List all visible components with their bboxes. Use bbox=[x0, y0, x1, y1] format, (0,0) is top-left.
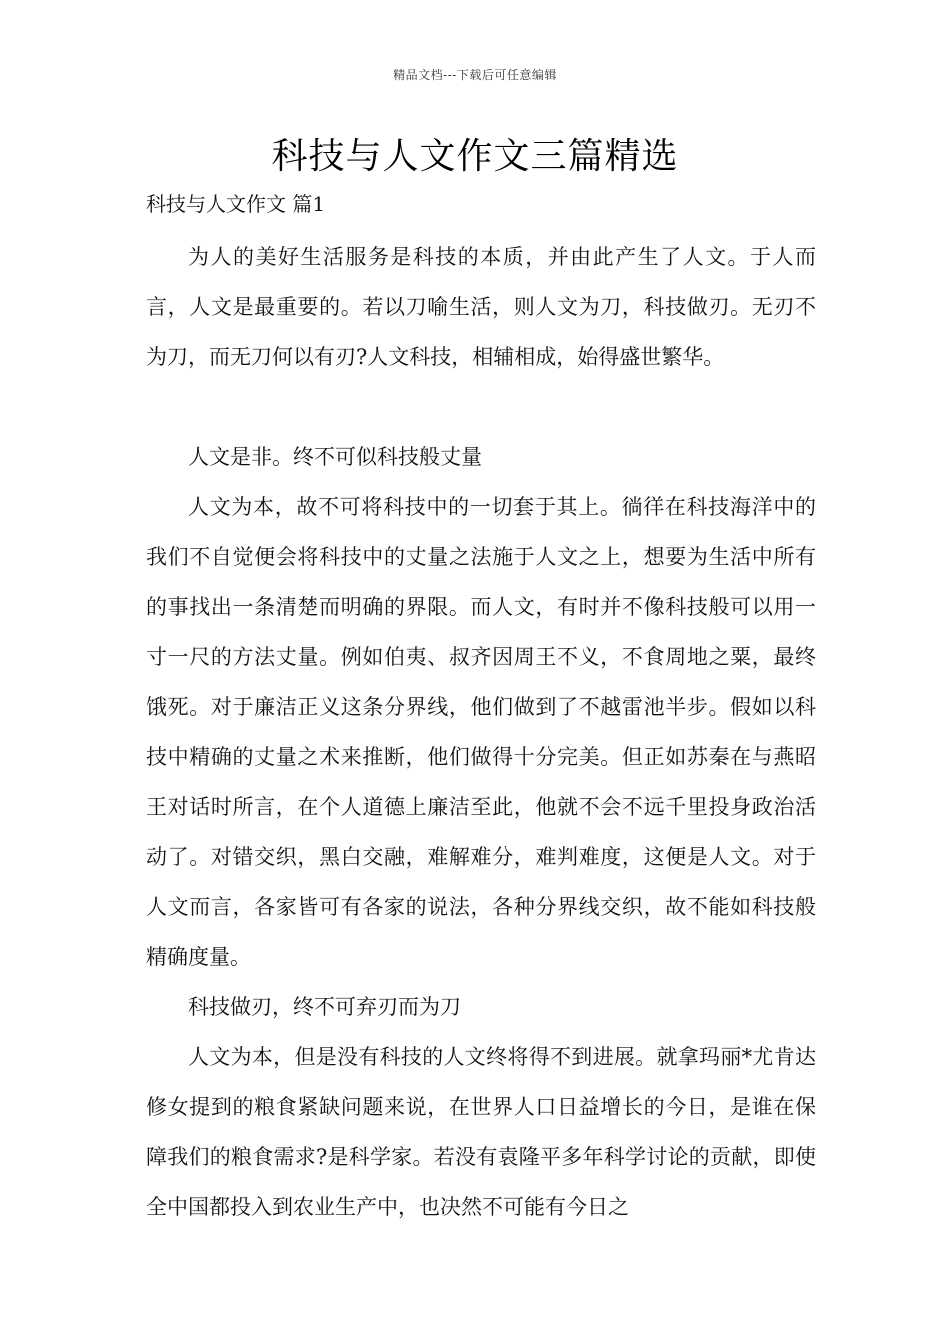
document-body bbox=[146, 232, 816, 1232]
paragraph-intro: 为人的美好生活服务是科技的本质，并由此产生了人文。于人而言，人文是最重要的。若以刀喻生活，则人文为刀，科技做刃。无刃不为刀，而无刀何以有刃?人文科技，相辅相成，始得盛世繁华。 bbox=[146, 245, 816, 369]
paragraph-technology: 人文为本，但是没有科技的人文终将得不到进展。就拿玛丽*尤肯达修女提到的粮食紧缺问题来说，在世界人口日益增长的今日，是谁在保障我们的粮食需求?是科学家。若没有袁隆平多年科学讨论的贡献，即使全中国都投入到农业生产中，也决然不可能有今日之 bbox=[146, 1045, 816, 1219]
subheading-technology: 科技做刃，终不可弃刃而为刀 bbox=[188, 995, 461, 1019]
paragraph-humanities: 人文为本，故不可将科技中的一切套于其上。徜徉在科技海洋中的我们不自觉便会将科技中的丈量之法施于人文之上，想要为生活中所有的事找出一条清楚而明确的界限。而人文，有时并不像科技般可以用一寸一尺的方法丈量。例如伯夷、叔齐因周王不义，不食周地之粟，最终饿死。对于廉洁正义这条分界线，他们做到了不越雷池半步。假如以科技中精确的丈量之术来推断，他们做得十分完美。但正如苏秦在与燕昭王对话时所言，在个人道德上廉洁至此，他就不会不远千里投身政治活动了。对错交织，黑白交融，难解难分，难判难度，这便是人文。对于人文而言，各家皆可有各家的说法，各种分界线交织，故不能如科技般精确度量。 bbox=[146, 495, 816, 969]
subheading-humanities: 人文是非。终不可似科技般丈量 bbox=[188, 445, 482, 469]
section-heading: 科技与人文作文 篇1 bbox=[146, 192, 326, 216]
paragraph-spacer bbox=[146, 382, 816, 432]
header-note: 精品文档---下载后可任意编辑 bbox=[393, 68, 557, 82]
document-title: 科技与人文作文三篇精选 bbox=[271, 136, 679, 177]
